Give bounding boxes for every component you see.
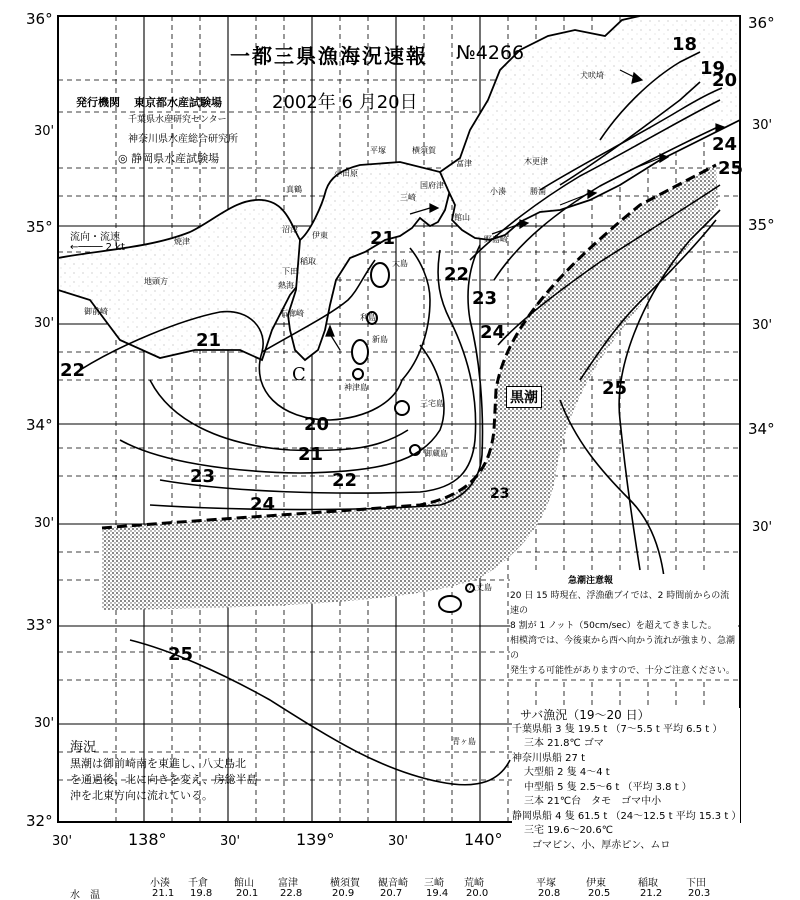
lon-label: 140°: [464, 830, 503, 849]
place-label: 三宅島: [420, 399, 444, 408]
isotherm-label: 24: [712, 134, 738, 155]
lat-label: 35°: [26, 218, 53, 236]
isotherm-label: 21: [370, 228, 396, 249]
isotherm-label: 25: [168, 644, 194, 665]
place-label: 木更津: [524, 157, 548, 166]
place-label: 野島崎: [484, 235, 508, 244]
issuer: 神奈川県水産総合研究所: [128, 134, 238, 145]
place-label: 横須賀: [412, 146, 436, 155]
place-label: 地頭方: [144, 277, 168, 286]
issuer: 東京都水産試験場: [134, 96, 222, 109]
place-label: 富津: [456, 159, 472, 168]
water-temp-station: 観音崎: [378, 878, 408, 889]
notice-line: 発生する可能性がありますので、十分ご注意ください。: [510, 666, 735, 676]
issuer: ◎ 静岡県水産試験場: [118, 152, 220, 165]
place-label: 新島: [372, 335, 388, 344]
water-temp-station: 下田: [686, 878, 706, 889]
isotherm-label: 23: [490, 486, 510, 502]
place-label: 犬吠埼: [580, 71, 604, 80]
kuroshio-label: 黒潮: [506, 386, 542, 408]
lat-label: 32°: [26, 812, 53, 830]
water-temp-value: 19.8: [190, 888, 213, 899]
water-temp-station: 三崎: [424, 878, 444, 889]
place-label: 平塚: [370, 146, 386, 155]
isotherm-label: 23: [472, 288, 498, 309]
current-legend-label: 流向・流速: [70, 232, 120, 243]
water-temp-value: 21.2: [640, 888, 663, 899]
place-label: 熱海: [278, 281, 294, 290]
lat-label-right: 30': [752, 318, 773, 333]
place-label: 大島: [392, 259, 408, 268]
lat-label: 30': [34, 124, 55, 139]
fishery-line: 中型船 5 隻 2.5～6 t （平均 3.8 t ）: [524, 781, 692, 793]
water-temp-value: 21.1: [152, 888, 175, 899]
isotherm-label: 20: [712, 70, 738, 91]
isotherm-label: 19: [700, 58, 726, 79]
place-label: 真鶴: [286, 185, 302, 194]
water-temp-value: 20.9: [332, 888, 355, 899]
sea-condition: [70, 740, 280, 804]
lat-label-right: 30': [752, 118, 773, 133]
lat-label: 30': [34, 716, 55, 731]
fishery-line: 三本 21℃台 タモ ゴマ中小: [524, 796, 662, 807]
place-label: 勝浦: [530, 187, 546, 196]
issuer: 千葉県水産研究センター: [128, 115, 227, 125]
lat-label: 33°: [26, 616, 53, 634]
issuers-label: 発行機関: [76, 96, 120, 109]
water-temp-value: 20.3: [688, 888, 711, 899]
isotherm-label: 21: [298, 444, 324, 465]
isotherm-label: 22: [444, 264, 470, 285]
current-legend-arrow: ←──── 2 kt: [70, 242, 125, 253]
place-label: 三崎: [400, 193, 416, 202]
place-label: 下田: [282, 267, 298, 276]
place-label: 伊東: [312, 231, 328, 240]
page-title: 一都三県漁海況速報: [230, 44, 428, 68]
isotherm-label: 25: [718, 158, 744, 179]
fishery-line: ゴマピン、小、厚赤ピン、ムロ: [532, 839, 671, 851]
water-temp-value: 20.8: [538, 888, 561, 899]
lat-label-right: 30': [752, 520, 773, 535]
isotherm-label: 23: [190, 466, 216, 487]
water-temp-value: 20.5: [588, 888, 611, 899]
water-temp-station: 平塚: [536, 878, 556, 889]
lon-label: 30': [52, 834, 73, 849]
isotherm-label: 24: [250, 494, 276, 515]
place-label: 沼津: [282, 225, 298, 234]
place-label: 利島: [360, 313, 376, 322]
notice-line: 20 日 15 時現在、浮漁礁ブイでは、2 時間前からの流速の: [510, 591, 730, 616]
lat-label: 36°: [26, 10, 53, 28]
place-label: 神津島: [344, 383, 368, 392]
place-label: 稲取: [300, 257, 316, 266]
sea-condition-line: 沖を北東方向に流れている。: [70, 789, 213, 802]
water-temp-station: 館山: [234, 878, 254, 889]
water-temp-station: 千倉: [188, 878, 208, 889]
notice-line: 8 割が 1 ノット（50cm/sec）を超えてきました。: [510, 621, 717, 631]
water-temp-station: 伊東: [586, 878, 606, 889]
fishery-line: 静岡県船 4 隻 61.5 t （24～12.5 t 平均 15.3 t ）: [512, 810, 742, 822]
water-temp-label: 水 温: [70, 890, 100, 900]
lat-label-right: 35°: [748, 216, 775, 234]
report-date: 2002年 6 月20日: [272, 92, 418, 113]
fishery-title: サバ漁況（19～20 日）: [520, 708, 650, 722]
fishery-line: 三宅 19.6～20.6℃: [524, 825, 613, 836]
place-label: 石廊崎: [280, 309, 304, 318]
water-temp-value: 19.4: [426, 888, 449, 899]
cold-water-label: C: [292, 364, 306, 385]
isotherm-label: 22: [332, 470, 358, 491]
isotherm-label: 20: [304, 414, 330, 435]
isotherm-label: 24: [480, 322, 506, 343]
sea-condition-line: 黒潮は御前崎南を東進し、八丈島北: [70, 757, 246, 770]
water-temp-value: 20.1: [236, 888, 259, 899]
place-label: 青ヶ島: [452, 737, 476, 746]
notice-line: 相模湾では、今後東から西へ向かう流れが強まり、急潮の: [510, 636, 736, 661]
isotherm-label: 25: [602, 378, 628, 399]
lat-label: 30': [34, 316, 55, 331]
notice-title: 急潮注意報: [568, 576, 614, 586]
isotherm-label: 22: [60, 360, 86, 381]
sea-condition-title: 海況: [70, 740, 97, 755]
place-label: 焼津: [174, 237, 190, 246]
water-temp-station: 稲取: [638, 878, 658, 889]
isotherm-label: 21: [196, 330, 222, 351]
lon-label: 30': [220, 834, 241, 849]
lon-label: 139°: [296, 830, 335, 849]
place-label: 御前崎: [84, 307, 108, 316]
fishery-line: 神奈川県船 27 t: [512, 752, 586, 764]
water-temp-station: 荒崎: [464, 878, 484, 889]
place-label: 小田原: [334, 169, 358, 178]
sea-condition-line: を通過後、北に向きを変え、房総半島: [70, 773, 258, 786]
lat-label-right: 34°: [748, 420, 775, 438]
place-label: 館山: [454, 213, 470, 222]
report-number: №4266: [456, 42, 525, 64]
water-temp-value: 20.0: [466, 888, 489, 899]
fishery-report: [512, 708, 740, 853]
lat-label: 34°: [26, 416, 53, 434]
warning-notice: [510, 574, 738, 679]
water-temp-station: 小湊: [150, 878, 170, 889]
fishery-line: 千葉県船 3 隻 19.5 t （7～5.5 t 平均 6.5 t ）: [512, 723, 723, 735]
water-temp-station: 横須賀: [330, 878, 360, 889]
place-label: 小湊: [490, 187, 506, 196]
water-temp-value: 22.8: [280, 888, 303, 899]
water-temp-station: 富津: [278, 878, 298, 889]
place-label: 八丈島: [468, 583, 492, 592]
fishery-line: 三本 21.8℃ ゴマ: [524, 738, 604, 749]
water-temp-value: 20.7: [380, 888, 403, 899]
place-label: 御蔵島: [424, 449, 448, 458]
lat-label-right: 36°: [748, 14, 775, 32]
lat-label: 30': [34, 516, 55, 531]
lon-label: 138°: [128, 830, 167, 849]
place-label: 国府津: [420, 181, 444, 190]
fishery-line: 大型船 2 隻 4～4 t: [524, 767, 610, 778]
isotherm-label: 18: [672, 34, 698, 55]
lon-label: 30': [388, 834, 409, 849]
